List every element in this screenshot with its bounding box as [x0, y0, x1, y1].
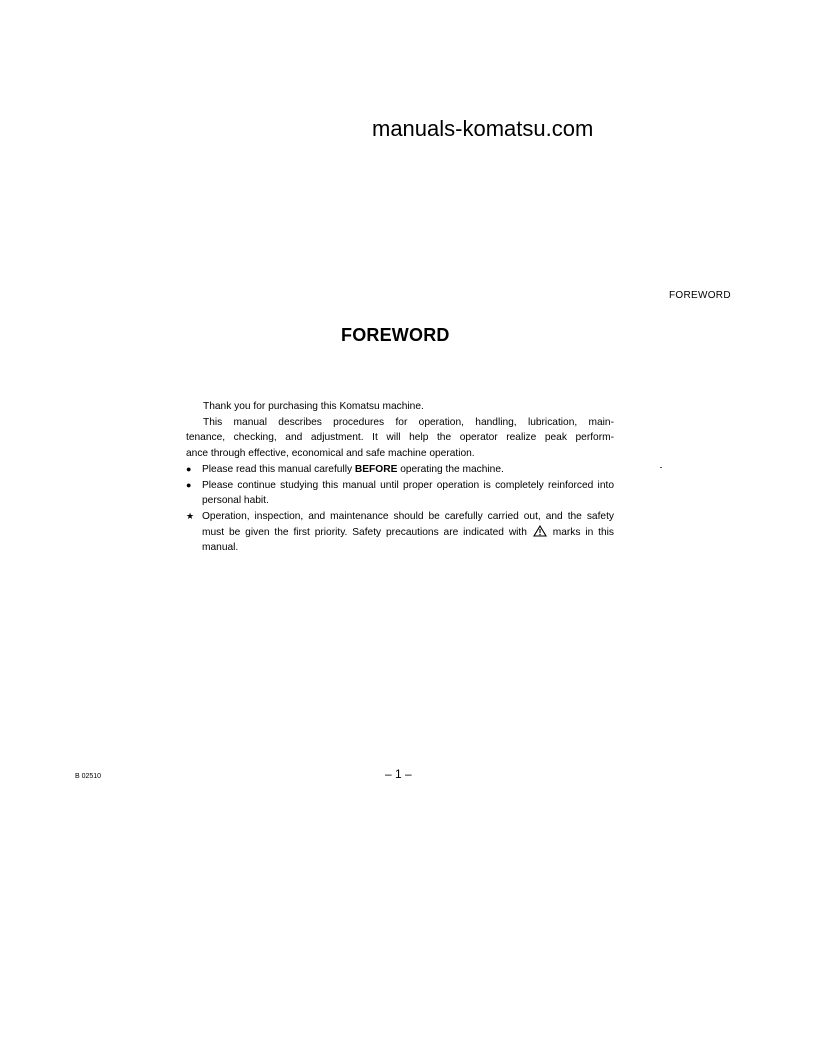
- list-item-text: Operation, inspection, and maintenance should be carefully carried out, and the safety must be given the first priority. Safety precautions are indicated with: [202, 510, 614, 538]
- page-number: – 1 –: [385, 767, 412, 781]
- list-item-text: operating the machine.: [397, 463, 504, 475]
- bullet-icon: ●: [186, 479, 192, 490]
- warning-triangle-icon: [533, 525, 547, 537]
- page-title: FOREWORD: [341, 325, 450, 345]
- list-item: [186, 478, 614, 509]
- scan-speck: [660, 467, 662, 468]
- list-item-text: Please continue studying this manual until proper operation is completely reinforced into personal habit.: [202, 479, 614, 507]
- list-item-emphasis: BEFORE: [354, 463, 398, 475]
- list-item: [186, 462, 614, 478]
- list-item-text: Please read this manual carefully: [202, 463, 355, 475]
- intro-line-1: Thank you for purchasing this Komatsu machine.: [203, 401, 424, 412]
- intro-line-4: ance through effective, economical and safe machine operation.: [186, 448, 475, 460]
- intro-line-2: This manual describes procedures for operation, handling, lubrication, main-: [203, 416, 614, 428]
- document-code: B 02510: [75, 773, 102, 780]
- site-banner: manuals-komatsu.com: [372, 116, 594, 141]
- running-header: FOREWORD: [669, 290, 731, 301]
- intro-line-3: tenance, checking, and adjustment. It will help the operator realize peak perform-: [186, 432, 614, 444]
- star-icon: ★: [186, 510, 195, 521]
- list-item: [186, 509, 614, 556]
- bullet-icon: ●: [186, 463, 192, 474]
- list-item-text: marks in this manual.: [202, 526, 614, 554]
- foreword-body: [186, 399, 614, 556]
